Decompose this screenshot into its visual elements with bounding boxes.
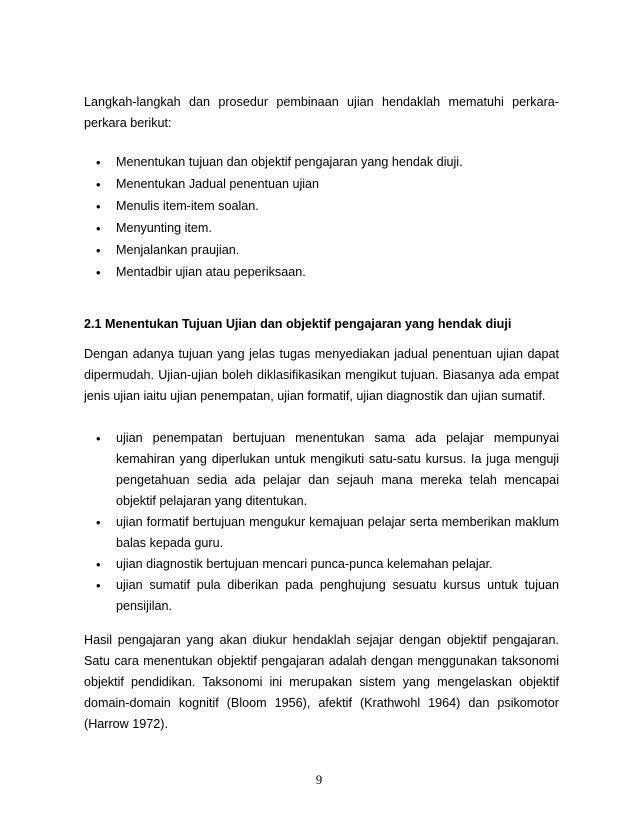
section-paragraph: Dengan adanya tujuan yang jelas tugas menyediakan jadual penentuan ujian dapat dipermudah. Ujian-ujian boleh diklasifikasikan mengikut tujuan. Biasanya ada empat jenis ujian iaitu ujian penempatan, ujian formatif, ujian diagnostik dan ujian sumatif. [84, 347, 559, 403]
list-item: • Menentukan tujuan dan objektif pengajaran yang hendak diuji. [84, 152, 559, 173]
page-number: 9 [315, 772, 323, 787]
closing-paragraph: Hasil pengajaran yang akan diukur hendaklah sejajar dengan objektif pengajaran. Satu cara menentukan objektif pengajaran adalah dengan menggunakan taksonomi objektif pendidikan. Taksonomi ini merupakan sistem yang mengelaskan objektif domain-domain kognitif (Bloom 1956), afektif (Krathwohl 1964) dan psikomotor (Harrow 1972). [84, 633, 559, 731]
list-item: • ujian penempatan bertujuan menentukan sama ada pelajar mempunyai kemahiran yang diperlukan untuk mengikuti satu-satu kursus. Ia juga menguji pengetahuan sedia ada pelajar dan sejauh mana mereka telah mencapai objektif pelajaran yang ditentukan. [84, 428, 559, 512]
list-item: • Menyunting item. [84, 218, 559, 239]
list-item: • ujian sumatif pula diberikan pada penghujung sesuatu kursus untuk tujuan pensijilan. [84, 575, 559, 617]
list-item: • Menentukan Jadual penentuan ujian [84, 174, 559, 195]
list-item: • Menulis item-item soalan. [84, 196, 559, 217]
list-item: • Mentadbir ujian atau peperiksaan. [84, 262, 559, 283]
list-item: • ujian diagnostik bertujuan mencari punca-punca kelemahan pelajar. [84, 554, 559, 575]
steps-list [84, 152, 559, 284]
test-types-list [84, 428, 559, 617]
list-item: • Menjalankan praujian. [84, 240, 559, 261]
list-item: • ujian formatif bertujuan mengukur kemajuan pelajar serta memberikan maklum balas kepada guru. [84, 512, 559, 554]
section-heading: 2.1 Menentukan Tujuan Ujian dan objektif pengajaran yang hendak diuji [84, 317, 512, 331]
intro-paragraph: Langkah-langkah dan prosedur pembinaan ujian hendaklah mematuhi perkara-perkara berikut: [84, 95, 559, 130]
